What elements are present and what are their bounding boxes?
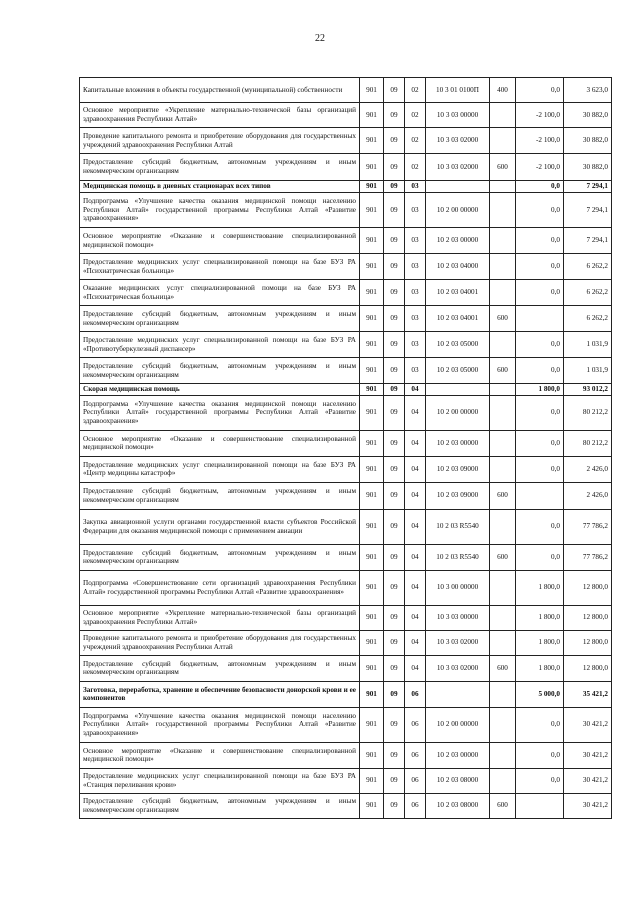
table-row	[80, 768, 612, 793]
change-amount: 1 800,0	[516, 630, 564, 655]
total-amount: 30 421,2	[564, 793, 612, 818]
expense-type-code: 600	[490, 793, 516, 818]
section-code: 09	[384, 430, 405, 456]
expense-type-code	[490, 570, 516, 605]
table-row	[80, 482, 612, 509]
total-amount: 12 800,0	[564, 605, 612, 630]
table-row	[80, 707, 612, 742]
expense-type-code: 600	[490, 154, 516, 181]
item-name: Основное мероприятие «Укрепление материально-технической базы организаций здравоохранения Республики Алтай»	[80, 103, 360, 128]
admin-code: 901	[360, 456, 384, 482]
table-row	[80, 193, 612, 228]
target-article-code: 10 2 03 00000	[426, 430, 490, 456]
change-amount: -2 100,0	[516, 154, 564, 181]
subsection-code: 02	[405, 128, 426, 154]
admin-code: 901	[360, 128, 384, 154]
subsection-code: 02	[405, 103, 426, 128]
change-amount: -2 100,0	[516, 103, 564, 128]
total-amount: 12 800,0	[564, 570, 612, 605]
subsection-code: 04	[405, 509, 426, 544]
subsection-code: 03	[405, 332, 426, 358]
section-code: 09	[384, 793, 405, 818]
section-code: 09	[384, 78, 405, 103]
target-article-code: 10 2 03 09000	[426, 456, 490, 482]
target-article-code: 10 2 03 04001	[426, 280, 490, 306]
admin-code: 901	[360, 482, 384, 509]
table-row	[80, 544, 612, 570]
subsection-code: 03	[405, 228, 426, 254]
item-name: Предоставление субсидий бюджетным, автономным учреждениям и иным некоммерческим организациям	[80, 482, 360, 509]
subsection-code: 04	[405, 482, 426, 509]
table-row	[80, 742, 612, 768]
table-row	[80, 630, 612, 655]
total-amount: 35 421,2	[564, 681, 612, 707]
total-amount: 30 882,0	[564, 128, 612, 154]
section-code: 09	[384, 605, 405, 630]
target-article-code: 10 2 00 00000	[426, 193, 490, 228]
admin-code: 901	[360, 570, 384, 605]
item-name: Подпрограмма «Улучшение качества оказания медицинской помощи населению Республики Алтай» государственной программы Республики Алтай «Развитие здравоохранения»	[80, 395, 360, 430]
total-amount: 6 262,2	[564, 306, 612, 332]
subsection-code: 04	[405, 430, 426, 456]
target-article-code: 10 2 03 08000	[426, 768, 490, 793]
admin-code: 901	[360, 544, 384, 570]
target-article-code: 10 3 03 00000	[426, 103, 490, 128]
change-amount	[516, 793, 564, 818]
section-code: 09	[384, 768, 405, 793]
total-amount: 80 212,2	[564, 430, 612, 456]
change-amount: 0,0	[516, 544, 564, 570]
total-amount: 7 294,1	[564, 228, 612, 254]
admin-code: 901	[360, 384, 384, 396]
subsection-code: 03	[405, 193, 426, 228]
item-name: Закупка авиационной услуги органами государственной власти субъектов Российской Федерации для оказания медицинской помощи с применением авиации	[80, 509, 360, 544]
subsection-code: 06	[405, 681, 426, 707]
item-name: Заготовка, переработка, хранение и обеспечение безопасности донорской крови и ее компонентов	[80, 681, 360, 707]
total-amount: 12 800,0	[564, 630, 612, 655]
admin-code: 901	[360, 630, 384, 655]
expense-type-code	[490, 456, 516, 482]
expense-type-code	[490, 707, 516, 742]
expense-type-code	[490, 332, 516, 358]
item-name: Медицинская помощь в дневных стационарах всех типов	[80, 181, 360, 193]
table-row	[80, 456, 612, 482]
section-code: 09	[384, 103, 405, 128]
subsection-code: 06	[405, 707, 426, 742]
expense-type-code	[490, 181, 516, 193]
admin-code: 901	[360, 306, 384, 332]
item-name: Скорая медицинская помощь	[80, 384, 360, 396]
change-amount: -2 100,0	[516, 128, 564, 154]
subsection-code: 04	[405, 544, 426, 570]
target-article-code	[426, 181, 490, 193]
item-name: Предоставление субсидий бюджетным, автономным учреждениям и иным некоммерческим организациям	[80, 793, 360, 818]
section-code: 09	[384, 181, 405, 193]
section-code: 09	[384, 228, 405, 254]
item-name: Подпрограмма «Улучшение качества оказания медицинской помощи населению Республики Алтай» государственной программы Республики Алтай «Развитие здравоохранения»	[80, 707, 360, 742]
target-article-code: 10 2 03 05000	[426, 358, 490, 384]
subsection-code: 03	[405, 280, 426, 306]
admin-code: 901	[360, 430, 384, 456]
item-name: Основное мероприятие «Оказание и совершенствование специализированной медицинской помощи»	[80, 430, 360, 456]
table-row	[80, 605, 612, 630]
expense-type-code	[490, 280, 516, 306]
expense-type-code	[490, 605, 516, 630]
section-code: 09	[384, 332, 405, 358]
change-amount: 1 800,0	[516, 384, 564, 396]
table-row	[80, 280, 612, 306]
subsection-code: 03	[405, 306, 426, 332]
budget-table	[79, 77, 612, 819]
page-number: 22	[315, 33, 325, 44]
table-row	[80, 128, 612, 154]
expense-type-code	[490, 681, 516, 707]
admin-code: 901	[360, 358, 384, 384]
subsection-code: 06	[405, 793, 426, 818]
change-amount: 0,0	[516, 768, 564, 793]
subsection-code: 04	[405, 570, 426, 605]
expense-type-code	[490, 228, 516, 254]
admin-code: 901	[360, 768, 384, 793]
subsection-code: 03	[405, 358, 426, 384]
subsection-code: 04	[405, 456, 426, 482]
total-amount: 77 786,2	[564, 544, 612, 570]
section-code: 09	[384, 395, 405, 430]
target-article-code: 10 2 03 05000	[426, 332, 490, 358]
change-amount: 0,0	[516, 509, 564, 544]
total-amount: 80 212,2	[564, 395, 612, 430]
table-row	[80, 395, 612, 430]
subsection-code: 04	[405, 395, 426, 430]
expense-type-code	[490, 128, 516, 154]
expense-type-code	[490, 254, 516, 280]
section-code: 09	[384, 707, 405, 742]
expense-type-code	[490, 630, 516, 655]
item-name: Основное мероприятие «Укрепление материально-технической базы организаций здравоохранения Республики Алтай»	[80, 605, 360, 630]
total-amount: 30 882,0	[564, 154, 612, 181]
change-amount	[516, 482, 564, 509]
subsection-code: 04	[405, 384, 426, 396]
table-row	[80, 78, 612, 103]
expense-type-code	[490, 509, 516, 544]
target-article-code: 10 2 03 09000	[426, 482, 490, 509]
subsection-code: 02	[405, 154, 426, 181]
item-name: Предоставление медицинских услуг специализированной помощи на базе БУЗ РА «Противотуберкулезный диспансер»	[80, 332, 360, 358]
subsection-code: 03	[405, 254, 426, 280]
section-code: 09	[384, 482, 405, 509]
expense-type-code	[490, 103, 516, 128]
total-amount: 2 426,0	[564, 482, 612, 509]
subsection-code: 04	[405, 630, 426, 655]
section-code: 09	[384, 681, 405, 707]
section-code: 09	[384, 193, 405, 228]
change-amount: 1 800,0	[516, 605, 564, 630]
admin-code: 901	[360, 280, 384, 306]
target-article-code: 10 2 03 00000	[426, 742, 490, 768]
admin-code: 901	[360, 707, 384, 742]
change-amount: 0,0	[516, 254, 564, 280]
change-amount: 0,0	[516, 707, 564, 742]
total-amount: 30 421,2	[564, 707, 612, 742]
target-article-code	[426, 681, 490, 707]
admin-code: 901	[360, 154, 384, 181]
admin-code: 901	[360, 254, 384, 280]
item-name: Подпрограмма «Совершенствование сети организаций здравоохранения Республики Алтай» государственной программы Республики Алтай «Развитие здравоохранения»	[80, 570, 360, 605]
target-article-code: 10 3 03 00000	[426, 605, 490, 630]
target-article-code: 10 2 03 04001	[426, 306, 490, 332]
change-amount: 0,0	[516, 280, 564, 306]
item-name: Оказание медицинских услуг специализированной помощи на базе БУЗ РА «Психиатрическая больница»	[80, 280, 360, 306]
table-row	[80, 181, 612, 193]
target-article-code	[426, 384, 490, 396]
item-name: Предоставление субсидий бюджетным, автономным учреждениям и иным некоммерческим организациям	[80, 655, 360, 681]
change-amount: 0,0	[516, 181, 564, 193]
total-amount: 3 623,0	[564, 78, 612, 103]
admin-code: 901	[360, 181, 384, 193]
change-amount: 0,0	[516, 358, 564, 384]
total-amount: 1 031,9	[564, 332, 612, 358]
expense-type-code: 600	[490, 655, 516, 681]
section-code: 09	[384, 456, 405, 482]
section-code: 09	[384, 742, 405, 768]
admin-code: 901	[360, 681, 384, 707]
total-amount: 1 031,9	[564, 358, 612, 384]
target-article-code: 10 2 03 00000	[426, 228, 490, 254]
section-code: 09	[384, 570, 405, 605]
admin-code: 901	[360, 103, 384, 128]
change-amount: 0,0	[516, 430, 564, 456]
subsection-code: 04	[405, 605, 426, 630]
section-code: 09	[384, 280, 405, 306]
expense-type-code: 600	[490, 358, 516, 384]
table-row	[80, 384, 612, 396]
change-amount: 0,0	[516, 193, 564, 228]
table-row	[80, 681, 612, 707]
total-amount: 12 800,0	[564, 655, 612, 681]
admin-code: 901	[360, 655, 384, 681]
change-amount: 0,0	[516, 78, 564, 103]
table-row	[80, 228, 612, 254]
expense-type-code: 400	[490, 78, 516, 103]
change-amount: 1 800,0	[516, 655, 564, 681]
expense-type-code	[490, 395, 516, 430]
admin-code: 901	[360, 605, 384, 630]
table-row	[80, 655, 612, 681]
target-article-code: 10 2 03 R5540	[426, 509, 490, 544]
item-name: Основное мероприятие «Оказание и совершенствование специализированной медицинской помощи»	[80, 742, 360, 768]
section-code: 09	[384, 128, 405, 154]
item-name: Проведение капитального ремонта и приобретение оборудования для государственных учреждений здравоохранения Республики Алтай	[80, 128, 360, 154]
target-article-code: 10 3 03 02000	[426, 154, 490, 181]
change-amount: 1 800,0	[516, 570, 564, 605]
subsection-code: 06	[405, 768, 426, 793]
total-amount: 7 294,1	[564, 181, 612, 193]
total-amount: 30 421,2	[564, 768, 612, 793]
subsection-code: 02	[405, 78, 426, 103]
change-amount: 0,0	[516, 228, 564, 254]
admin-code: 901	[360, 742, 384, 768]
expense-type-code: 600	[490, 482, 516, 509]
table-row	[80, 154, 612, 181]
expense-type-code	[490, 384, 516, 396]
section-code: 09	[384, 306, 405, 332]
item-name: Проведение капитального ремонта и приобретение оборудования для государственных учреждений здравоохранения Республики Алтай	[80, 630, 360, 655]
section-code: 09	[384, 630, 405, 655]
table-row	[80, 793, 612, 818]
total-amount: 93 012,2	[564, 384, 612, 396]
table-row	[80, 430, 612, 456]
item-name: Предоставление медицинских услуг специализированной помощи на базе БУЗ РА «Психиатрическая больница»	[80, 254, 360, 280]
change-amount: 0,0	[516, 332, 564, 358]
change-amount	[516, 306, 564, 332]
expense-type-code: 600	[490, 306, 516, 332]
total-amount: 30 882,0	[564, 103, 612, 128]
target-article-code: 10 3 03 02000	[426, 655, 490, 681]
item-name: Предоставление медицинских услуг специализированной помощи на базе БУЗ РА «Центр медицины катастроф»	[80, 456, 360, 482]
target-article-code: 10 2 03 04000	[426, 254, 490, 280]
table-row	[80, 332, 612, 358]
section-code: 09	[384, 358, 405, 384]
section-code: 09	[384, 655, 405, 681]
section-code: 09	[384, 254, 405, 280]
change-amount: 0,0	[516, 742, 564, 768]
total-amount: 6 262,2	[564, 254, 612, 280]
item-name: Предоставление медицинских услуг специализированной помощи на базе БУЗ РА «Станция переливания крови»	[80, 768, 360, 793]
section-code: 09	[384, 509, 405, 544]
admin-code: 901	[360, 509, 384, 544]
table-row	[80, 306, 612, 332]
table-row	[80, 254, 612, 280]
item-name: Предоставление субсидий бюджетным, автономным учреждениям и иным некоммерческим организациям	[80, 358, 360, 384]
item-name: Капитальные вложения в объекты государственной (муниципальной) собственности	[80, 78, 360, 103]
change-amount: 0,0	[516, 395, 564, 430]
section-code: 09	[384, 544, 405, 570]
target-article-code: 10 3 01 0100П	[426, 78, 490, 103]
subsection-code: 04	[405, 655, 426, 681]
subsection-code: 03	[405, 181, 426, 193]
target-article-code: 10 3 03 02000	[426, 630, 490, 655]
admin-code: 901	[360, 395, 384, 430]
section-code: 09	[384, 154, 405, 181]
target-article-code: 10 2 03 08000	[426, 793, 490, 818]
table-row	[80, 358, 612, 384]
item-name: Предоставление субсидий бюджетным, автономным учреждениям и иным некоммерческим организациям	[80, 154, 360, 181]
total-amount: 30 421,2	[564, 742, 612, 768]
subsection-code: 06	[405, 742, 426, 768]
total-amount: 6 262,2	[564, 280, 612, 306]
expense-type-code: 600	[490, 544, 516, 570]
item-name: Предоставление субсидий бюджетным, автономным учреждениям и иным некоммерческим организациям	[80, 306, 360, 332]
admin-code: 901	[360, 193, 384, 228]
admin-code: 901	[360, 332, 384, 358]
expense-type-code	[490, 193, 516, 228]
target-article-code: 10 3 03 02000	[426, 128, 490, 154]
expense-type-code	[490, 742, 516, 768]
change-amount: 0,0	[516, 456, 564, 482]
admin-code: 901	[360, 78, 384, 103]
total-amount: 2 426,0	[564, 456, 612, 482]
table-row	[80, 509, 612, 544]
section-code: 09	[384, 384, 405, 396]
total-amount: 77 786,2	[564, 509, 612, 544]
item-name: Основное мероприятие «Оказание и совершенствование специализированной медицинской помощи»	[80, 228, 360, 254]
target-article-code: 10 2 03 R5540	[426, 544, 490, 570]
admin-code: 901	[360, 228, 384, 254]
item-name: Подпрограмма «Улучшение качества оказания медицинской помощи населению Республики Алтай» государственной программы Республики Алтай «Развитие здравоохранения»	[80, 193, 360, 228]
expense-type-code	[490, 430, 516, 456]
target-article-code: 10 2 00 00000	[426, 707, 490, 742]
admin-code: 901	[360, 793, 384, 818]
item-name: Предоставление субсидий бюджетным, автономным учреждениям и иным некоммерческим организациям	[80, 544, 360, 570]
target-article-code: 10 2 00 00000	[426, 395, 490, 430]
table-row	[80, 570, 612, 605]
change-amount: 5 000,0	[516, 681, 564, 707]
total-amount: 7 294,1	[564, 193, 612, 228]
table-row	[80, 103, 612, 128]
target-article-code: 10 3 00 00000	[426, 570, 490, 605]
expense-type-code	[490, 768, 516, 793]
